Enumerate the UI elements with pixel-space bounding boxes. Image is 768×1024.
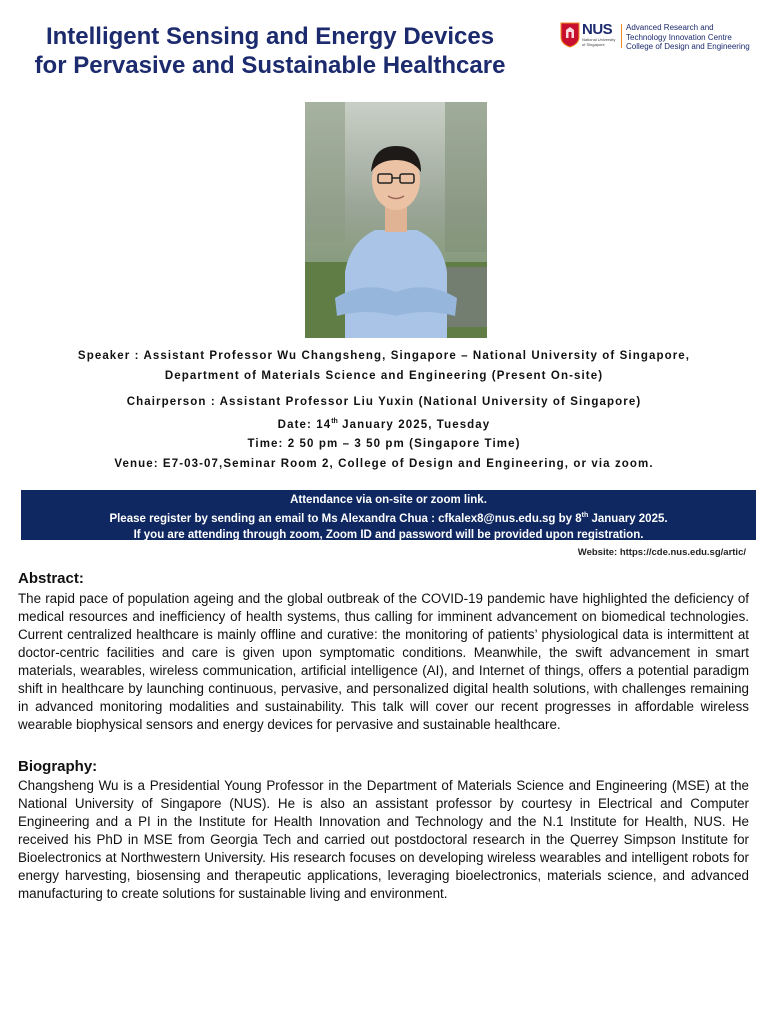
biography-text: Changsheng Wu is a Presidential Young Professor in the Department of Materials Science and Engineering (MSE) at the National University of Singapore (NUS). He is also an assistant professor by courtesy in Electrical and Computer Engineering and a PI in the Institute for Health Innovation and Technology and the N.1 Institute for Health, NUS. He received his PhD in MSE from Georgia Tech and carried out postdoctoral research in the Querrey Simpson Institute for Bioelectronics at Northwestern University. His research focuses on developing wireless wearables and intelligent robots for energy harvesting, biosensing and therapeutic applications, leveraging bioelectronics, materials science, and advanced manufacturing to create solutions for sustainable living and environment. [18,778,749,901]
logo-text [626,23,750,52]
nus-subtitle: National University of Singapore [582,37,616,47]
title-line-2: for Pervasive and Sustainable Healthcare [34,52,506,79]
website-link[interactable]: Website: https://cde.nus.edu.sg/artic/ [577,547,746,558]
speaker-photo [305,102,487,338]
logo-line-1: Advanced Research and [626,23,714,32]
logo-divider [621,24,622,48]
logo-line-3: College of Design and Engineering [626,42,750,51]
biography-heading: Biography: [18,758,98,775]
logo-line-2: Technology Innovation Centre [626,32,732,42]
chairperson-text: Chairperson : Assistant Professor Liu Yuxin (National University of Singapore) [126,396,642,408]
nus-crest-icon [560,22,580,48]
venue-text: Venue: E7-03-07,Seminar Room 2, College of Design and Engineering, or via zoom. [114,458,654,470]
nus-logo [560,22,760,54]
banner-line-1: Attendance via on-site or zoom link. [290,494,487,506]
time-text: Time: 2 50 pm – 3 50 pm (Singapore Time) [247,438,521,450]
abstract-heading: Abstract: [18,570,84,587]
banner-line-2: Please register by sending an email to Ms Alexandra Chua : cfkalex8@nus.edu.sg by 8th January 2025. [109,512,668,525]
nus-wordmark: NUS [582,21,613,38]
abstract-text: The rapid pace of population ageing and the global outbreak of the COVID-19 pandemic have highlighted the deficiency of medical resources and inefficiency of health systems, thus calling for imminent advancement on biomedical technologies. Current centralized healthcare is mainly offline and curative: the monitoring of patients’ physiological data is intermittent at doctor-centric facilities and care is given upon symptomatic conditions. Meanwhile, the swift advancement in smart materials, wearables, wireless communication, artificial intelligence (AI), and Internet of things, offers a potential paradigm shift in healthcare by launching continuous, pervasive, and personalized digital health solutions, with challenges remaining in advanced monitoring modalities and sustainability. This talk will cover our recent progresses in affordable wireless wearable biophysical sensors and energy devices for pervasive and sustainable healthcare. [18,591,749,732]
date-text: Date: 14th January 2025, Tuesday [277,418,491,431]
speaker-portrait-image [305,102,487,338]
page-title [0,22,540,80]
speaker-line-2: Department of Materials Science and Engineering (Present On-site) [164,370,604,382]
speaker-line-1: Speaker : Assistant Professor Wu Changsheng, Singapore – National University of Singapore, [77,350,691,362]
registration-banner [21,490,756,540]
title-line-1: Intelligent Sensing and Energy Devices [45,23,495,50]
banner-line-3: If you are attending through zoom, Zoom ID and password will be provided upon registration. [133,528,644,541]
